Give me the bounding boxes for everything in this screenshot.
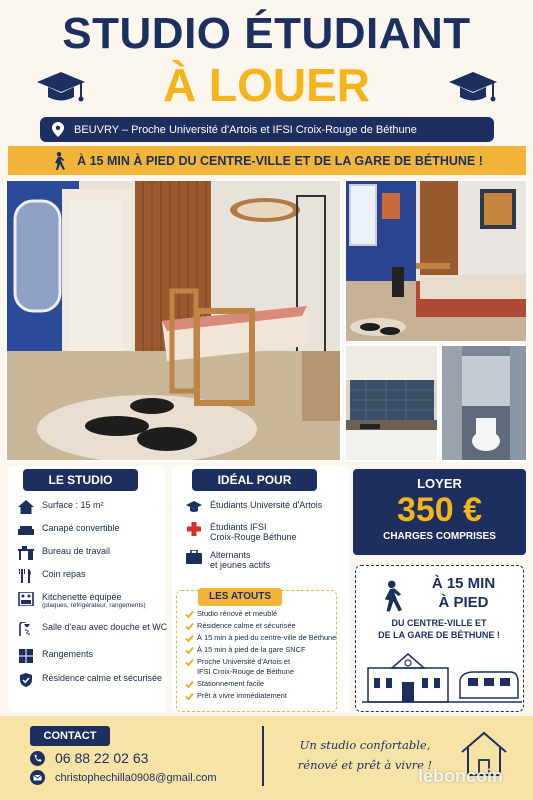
atout-item: Stationnement facile <box>185 679 337 689</box>
cutlery-icon <box>18 569 34 583</box>
atout-item: Proche Université d'Artois et <box>185 657 337 667</box>
studio-item: Bureau de travail <box>18 546 168 569</box>
studio-item: Kitchenette équipée (plaques, réfrigérateur, rangements) <box>18 592 168 622</box>
graduation-cap-icon <box>186 500 202 514</box>
phone-icon <box>30 751 45 766</box>
walk-box-line1: À 15 MIN <box>431 575 496 592</box>
studio-item: Surface : 15 m² <box>18 500 168 523</box>
atout-item-continued: IFSI Croix-Rouge de Béthune <box>197 667 294 676</box>
train-station-illustration <box>362 648 522 706</box>
photo-kitchenette <box>344 344 439 462</box>
check-icon <box>185 658 194 667</box>
studio-item: Salle d'eau avec douche et WC <box>18 622 168 649</box>
contact-title: CONTACT <box>30 726 110 746</box>
rent-price: 350 € <box>396 491 483 529</box>
check-icon <box>185 622 194 631</box>
atout-item: Studio rénové et meublé <box>185 609 337 619</box>
studio-item: Coin repas <box>18 569 168 592</box>
studio-list <box>18 500 168 696</box>
shield-icon <box>18 673 34 687</box>
rent-note: CHARGES COMPRISES <box>383 531 496 542</box>
check-icon <box>185 692 194 701</box>
check-icon <box>185 610 194 619</box>
storage-icon <box>18 649 34 663</box>
studio-item: Canapé convertible <box>18 523 168 546</box>
walk-box <box>355 565 524 712</box>
house-icon <box>18 500 34 514</box>
atout-item: Résidence calme et sécurisée <box>185 621 337 631</box>
contact-email[interactable]: christophechilla0908@gmail.com <box>55 771 217 784</box>
graduation-cap-icon <box>36 70 86 106</box>
contact-phone-row <box>30 750 148 766</box>
studio-item: Résidence calme et sécurisée <box>18 673 168 696</box>
check-icon <box>185 646 194 655</box>
ideal-item: Étudiants Université d'Artois <box>186 500 351 522</box>
stove-icon <box>18 592 34 606</box>
atouts-list <box>185 609 337 701</box>
studio-item: Rangements <box>18 649 168 673</box>
check-icon <box>185 634 194 643</box>
contact-phone[interactable]: 06 88 22 02 63 <box>55 750 149 766</box>
check-icon <box>185 680 194 689</box>
ideal-item: Étudiants IFSI Croix-Rouge Béthune <box>186 522 351 550</box>
atout-item: Prêt à vivre immédiatement <box>185 691 337 701</box>
ideal-list <box>186 500 351 578</box>
rent-box <box>353 469 526 555</box>
footer-divider <box>262 726 264 786</box>
atouts-title: LES ATOUTS <box>198 588 282 606</box>
atout-item: À 15 min à pied du centre-ville de Béthune <box>185 633 337 643</box>
photo-bathroom <box>440 344 528 462</box>
map-pin-icon <box>52 122 64 137</box>
photo-living-room <box>5 179 342 462</box>
walk-banner <box>8 146 526 175</box>
watermark-logo: leboncoin <box>418 766 503 786</box>
tagline: Un studio confortable, rénové et prêt à vivre ! <box>297 738 433 772</box>
page-subtitle: À LOUER <box>163 59 370 111</box>
email-icon <box>30 770 45 785</box>
shower-icon <box>18 622 34 636</box>
desk-icon <box>18 546 34 560</box>
walk-box-line2: À PIED <box>438 594 489 611</box>
ideal-title: IDÉAL POUR <box>192 469 317 491</box>
briefcase-icon <box>186 550 202 564</box>
walk-box-line3: DU CENTRE-VILLE ET <box>391 618 487 628</box>
walk-banner-text: À 15 MIN À PIED DU CENTRE-VILLE ET DE LA GARE DE BÉTHUNE ! <box>77 153 483 168</box>
location-text: BEUVRY – Proche Université d'Artois et IFSI Croix-Rouge de Béthune <box>74 123 417 136</box>
ideal-item: Alternants et jeunes actifs <box>186 550 351 578</box>
red-cross-icon <box>186 522 202 536</box>
walking-person-icon <box>378 578 402 614</box>
studio-title: LE STUDIO <box>23 469 138 491</box>
page-title: STUDIO ÉTUDIANT <box>62 9 471 58</box>
photo-bedroom <box>344 179 528 343</box>
walking-person-icon <box>51 152 65 170</box>
location-bar <box>40 117 494 142</box>
sofa-icon <box>18 523 34 537</box>
walk-box-line4: DE LA GARE DE BÉTHUNE ! <box>378 630 500 640</box>
contact-email-row <box>30 770 217 785</box>
rent-label: LOYER <box>417 476 462 491</box>
atout-item: À 15 min à pied de la gare SNCF <box>185 645 337 655</box>
graduation-cap-icon <box>448 70 498 106</box>
